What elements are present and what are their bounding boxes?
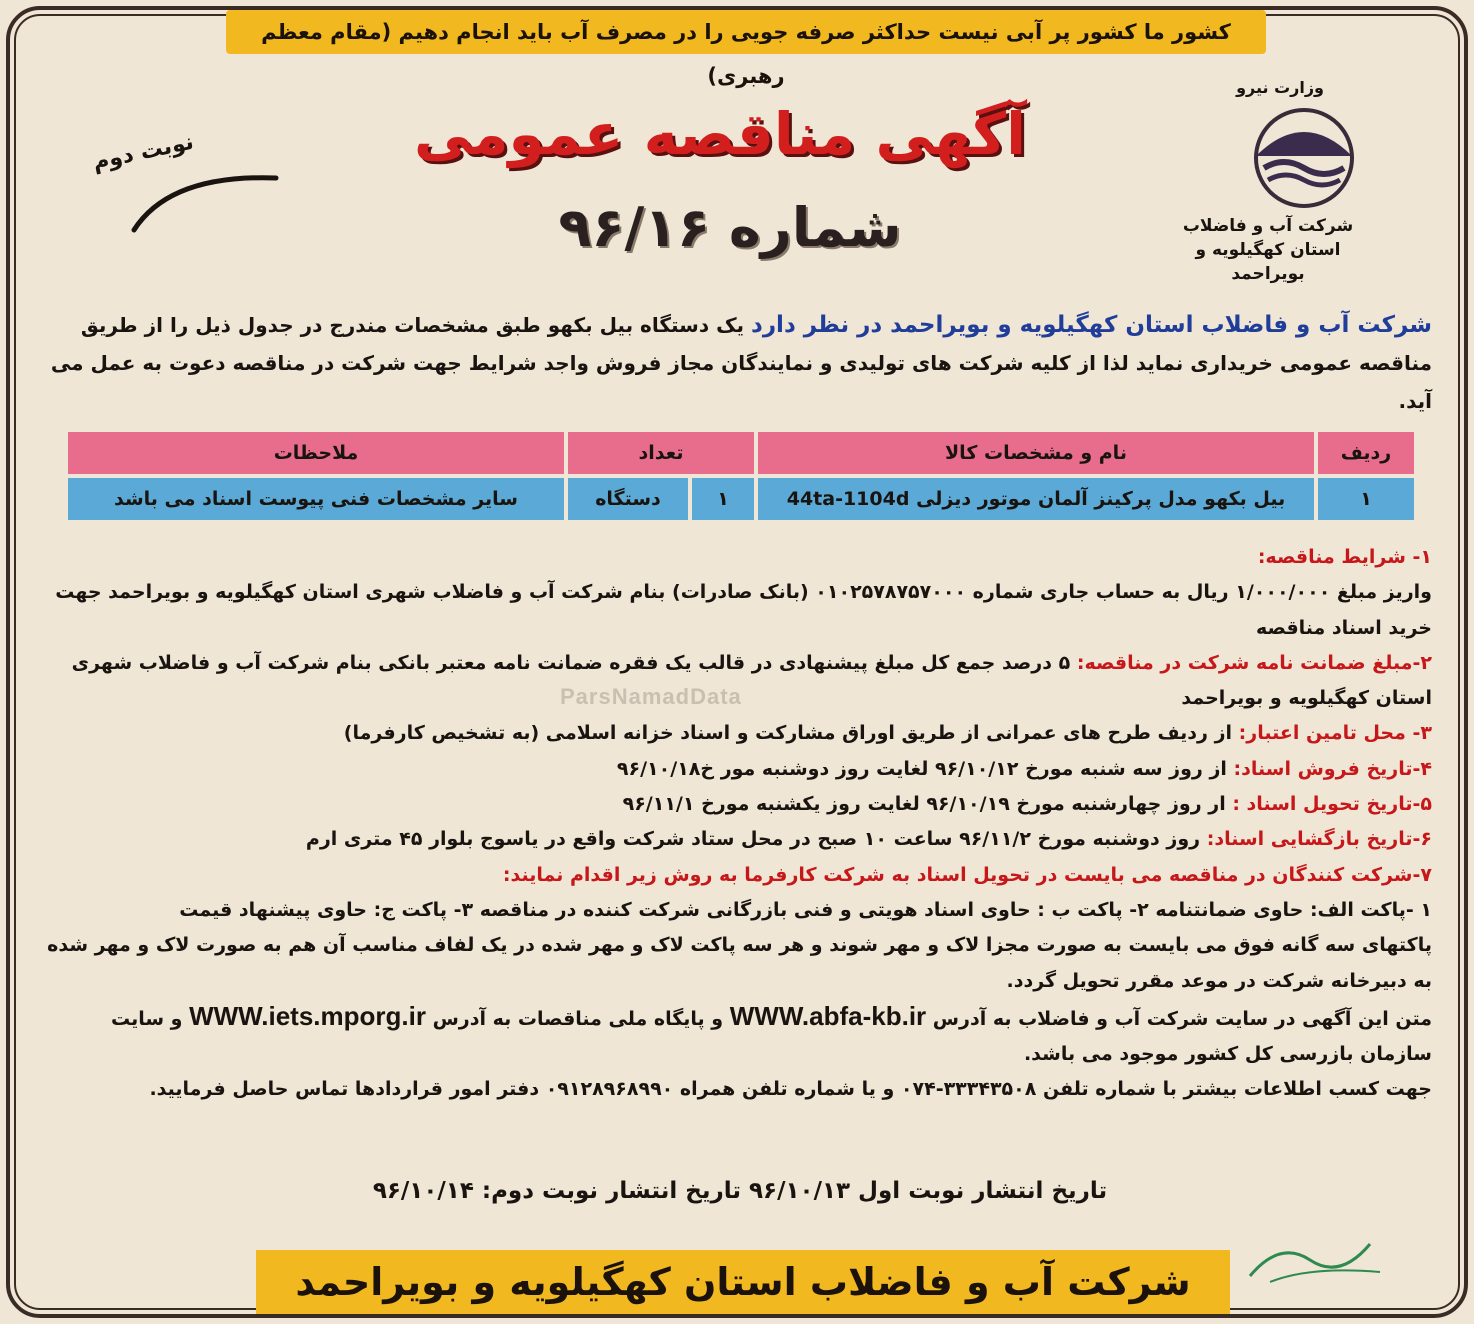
table-header-row [68,432,1414,474]
watermark: ParsNamadData [560,684,742,709]
websites-text-2: و پایگاه ملی مناقصات به آدرس [425,1007,730,1030]
round-label: نوبت دوم [90,129,196,176]
cell-notes: سایر مشخصات فنی پیوست اسناد می باشد [68,478,564,520]
condition-6-label: ۶-تاریخ بازگشایی اسناد: [1206,828,1432,851]
conditions-section [40,540,1432,1108]
websites-paragraph [40,999,1432,1073]
conditions-heading: ۱- شرایط مناقصه: [1257,546,1432,568]
company-website-link[interactable]: WWW.abfa-kb.ir [729,1000,927,1031]
bottom-banner: شرکت آب و فاضلاب استان کهگیلویه و بویراحمد [256,1250,1230,1314]
condition-6 [40,822,1432,857]
websites-text-1: متن این آگهی در سایت شرکت آب و فاضلاب به آدرس [926,1007,1432,1030]
items-table [64,428,1418,524]
cell-unit: دستگاه [568,478,688,520]
websites-text-3: و سایت سازمان بازرسی کل کشور موجود می باشد. [110,1007,1432,1066]
condition-4-text: از روز سه شنبه مورخ ۹۶/۱۰/۱۲ لغایت روز دوشنبه مور خ۹۶/۱۰/۱۸ [616,757,1234,780]
condition-1: واریز مبلغ ۱/۰۰۰/۰۰۰ ریال به حساب جاری شماره ۰۱۰۲۵۷۸۷۵۷۰۰۰ (بانک صادرات) بنام شرکت آب و فاضلاب شهری استان کهگیلویه و بویراحمد جهت خرید اسناد مناقصه [55,581,1432,639]
header-count: تعداد [568,432,754,474]
header-notes: ملاحظات [68,432,564,474]
condition-5 [40,787,1432,822]
signature-icon [1240,1220,1390,1290]
ministry-label: وزارت نیرو [1236,78,1324,97]
condition-7-packets: ۱ -پاکت الف: حاوی ضمانتنامه ۲- پاکت ب : حاوی اسناد هویتی و فنی بازرگانی شرکت کننده در مناقصه ۳- پاکت ج: حاوی پیشنهاد قیمت [179,898,1432,921]
condition-3-label: ۳- محل تامین اعتبار: [1238,722,1432,745]
tender-number: شماره ۹۶/۱۶ [558,196,902,259]
company-name-line2: استان کهگیلویه و بویراحمد [1195,240,1341,284]
table-row [68,478,1414,520]
top-banner: کشور ما کشور پر آبی نیست حداکثر صرفه جویی را در مصرف آب باید انجام دهیم (مقام معظم رهبری) [226,10,1266,54]
water-company-logo-icon [1234,98,1374,210]
cell-quantity: ۱ [692,478,754,520]
condition-5-label: ۵-تاریخ تحویل اسناد : [1232,793,1432,816]
condition-2 [40,646,1432,717]
company-name-line1: شرکت آب و فاضلاب [1182,216,1354,236]
cell-row-number: ۱ [1318,478,1414,520]
condition-6-text: روز دوشنبه مورخ ۹۶/۱۱/۲ ساعت ۱۰ صبح در محل ستاد شرکت واقع در یاسوج بلوار ۴۵ متری ارم [305,828,1207,851]
intro-body: یک دستگاه بیل بکهو طبق مشخصات مندرج در جدول ذیل را از طریق مناقصه عمومی خریداری نماید لذا از کلیه شرکت های تولیدی و نمایندگان مجاز فروش واجد شرایط جهت شرکت در مناقصه دعوت به عمل می آید. [50,313,1432,413]
swoosh-icon [130,164,280,234]
condition-3 [40,716,1432,751]
condition-2-label: ۲-مبلغ ضمانت نامه شرکت در مناقصه: [1076,651,1432,674]
publish-dates: تاریخ انتشار نوبت اول ۹۶/۱۰/۱۳ تاریخ انتشار نوبت دوم: ۹۶/۱۰/۱۴ [372,1178,1108,1204]
intro-paragraph [40,306,1432,420]
condition-3-text: از ردیف طرح های عمرانی از طریق اوراق مشارکت و اسناد خزانه اسلامی (به تشخیص کارفرما) [343,722,1239,745]
header-item-name: نام و مشخصات کالا [758,432,1314,474]
company-name [1158,214,1378,286]
cell-item-name: بیل بکهو مدل پرکینز آلمان موتور دیزلی 44ta-1104d [758,478,1314,520]
tenders-portal-link[interactable]: WWW.iets.mporg.ir [189,1000,426,1031]
header-row-number: ردیف [1318,432,1414,474]
condition-7: ۷-شرکت کنندگان در مناقصه می بایست در تحویل اسناد به شرکت کارفرما به روش زیر اقدام نمایند: [502,863,1432,886]
condition-2-text: ۵ درصد جمع کل مبلغ پیشنهادی در قالب یک فقره ضمانت نامه معتبر بانکی بنام شرکت آب و فاضلاب شهری استان کهگیلویه و بویراحمد [71,651,1432,710]
contact-paragraph: جهت کسب اطلاعات بیشتر با شماره تلفن ۳۳۳۴۳۵۰۸-۰۷۴ و یا شماره تلفن همراه ۰۹۱۲۸۹۶۸۹۹۰ دفتر امور قراردادها تماس حاصل فرمایید. [149,1078,1432,1101]
condition-4 [40,752,1432,787]
intro-highlight: شرکت آب و فاضلاب استان کهگیلویه و بویراحمد در نظر دارد [751,312,1432,338]
condition-5-text: ار روز چهارشنبه مورخ ۹۶/۱۰/۱۹ لغایت روز یکشنبه مورخ ۹۶/۱۱/۱ [622,793,1233,816]
condition-4-label: ۴-تاریخ فروش اسناد: [1233,757,1432,780]
tender-title: آگهی مناقصه عمومی [413,100,1027,168]
condition-7-seal: پاکتهای سه گانه فوق می بایست به صورت مجزا لاک و مهر شوند و هر سه پاکت لاک و مهر شده در یک لفاف مناسب آن هم به صورت لاک و مهر شده به دبیرخانه شرکت در موعد مقرر تحویل گردد. [47,934,1432,992]
